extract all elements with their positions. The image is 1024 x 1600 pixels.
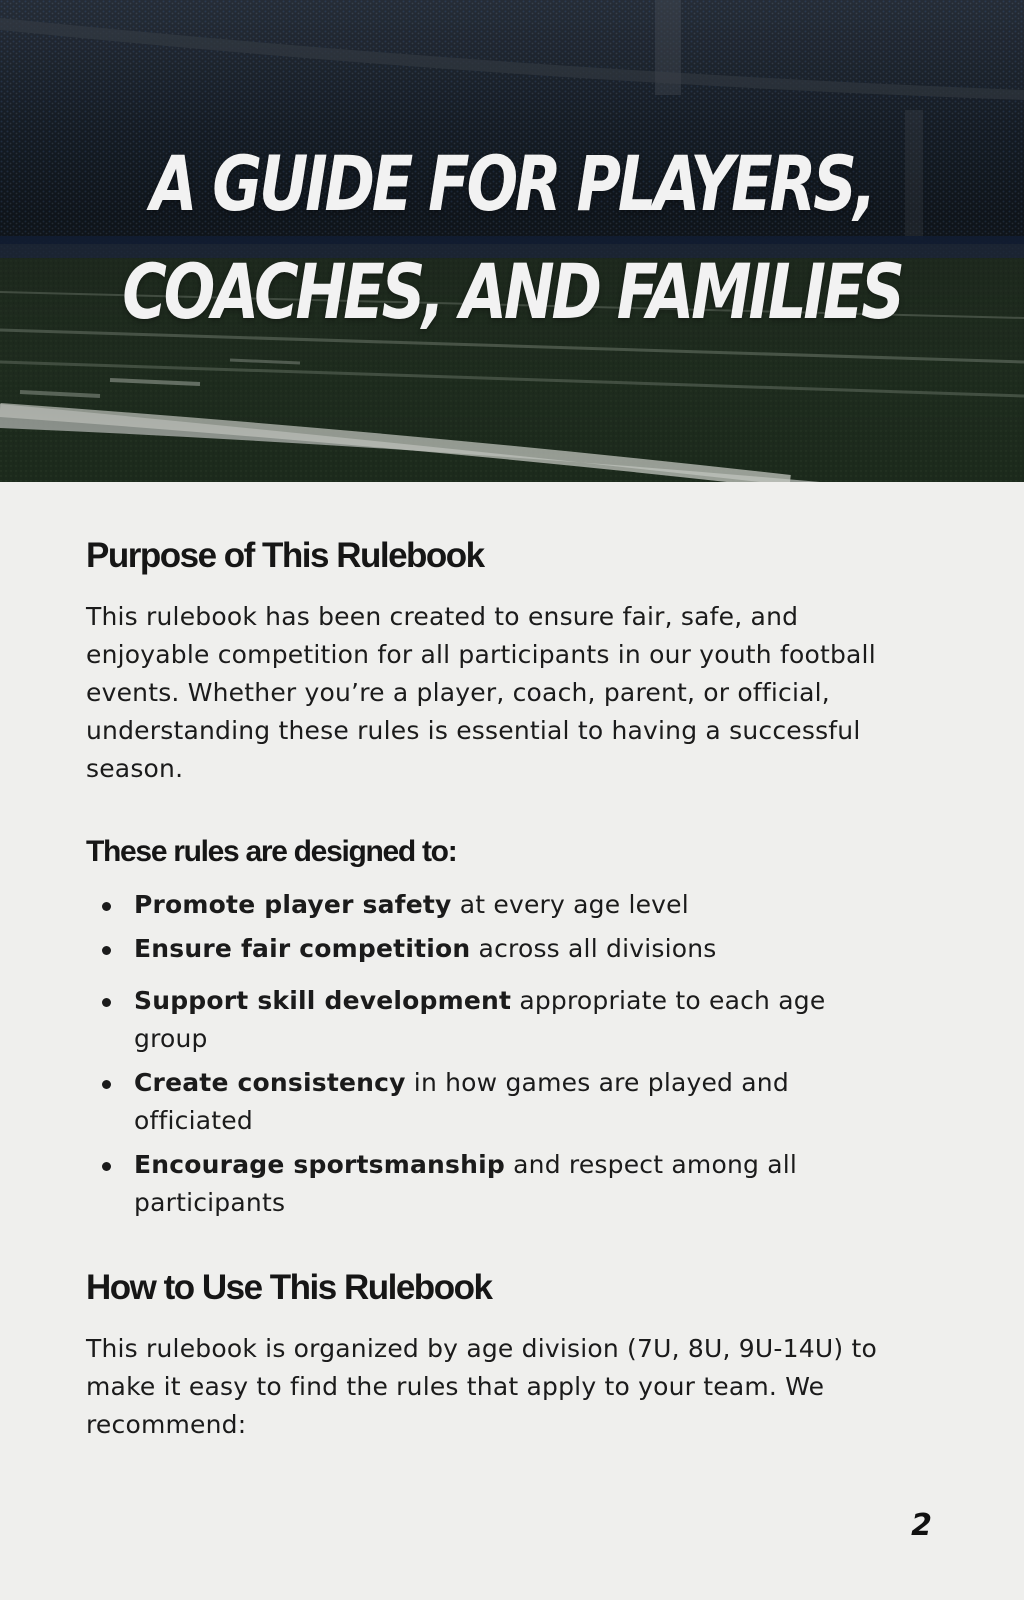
list-item-text: at every age level [451,890,689,919]
howto-heading: How to Use This Rulebook [86,1268,492,1307]
bullet-icon [102,946,111,955]
bullet-icon [102,998,111,1007]
list-item-text: and respect among all participants [134,1150,798,1217]
list-item-bold: Ensure fair competition [134,934,471,963]
purpose-paragraph: This rulebook has been created to ensure fair, safe, and enjoyable competition for all participants in our youth football events. Whether you’re a player, coach, parent, or official, understanding these rules is essential to having a successful season. [86,602,876,783]
page-number: 2 [911,1508,932,1543]
bullet-icon [102,1162,111,1171]
list-item-text: appropriate to each age group [134,986,826,1053]
list-item [86,1146,894,1222]
list-item-bold: Encourage sportsmanship [134,1150,505,1179]
howto-paragraph: This rulebook is organized by age division (7U, 8U, 9U-14U) to make it easy to find the rules that apply to your team. We recommend: [86,1334,877,1439]
bullet-icon [102,902,111,911]
list-item-bold: Promote player safety [134,890,452,919]
hero-title-line-1: A GUIDE FOR PLAYERS, [150,139,874,228]
list-item-text: in how games are played and officiated [134,1068,789,1135]
hero-title-line-2: COACHES, AND FAMILIES [122,247,902,336]
hero-title [102,130,921,346]
designed-heading: These rules are designed to: [86,835,457,868]
list-item [86,886,894,924]
list-item-text: across all divisions [470,934,717,963]
list-item [86,930,894,968]
rules-list [86,886,946,1222]
hero-banner [0,0,1024,482]
list-item [86,982,894,1058]
list-item [86,1064,894,1140]
list-item-bold: Create consistency [134,1068,406,1097]
page-content [86,520,946,1444]
bullet-icon [102,1080,111,1089]
list-item-bold: Support skill development [134,986,512,1015]
purpose-heading: Purpose of This Rulebook [86,536,484,575]
